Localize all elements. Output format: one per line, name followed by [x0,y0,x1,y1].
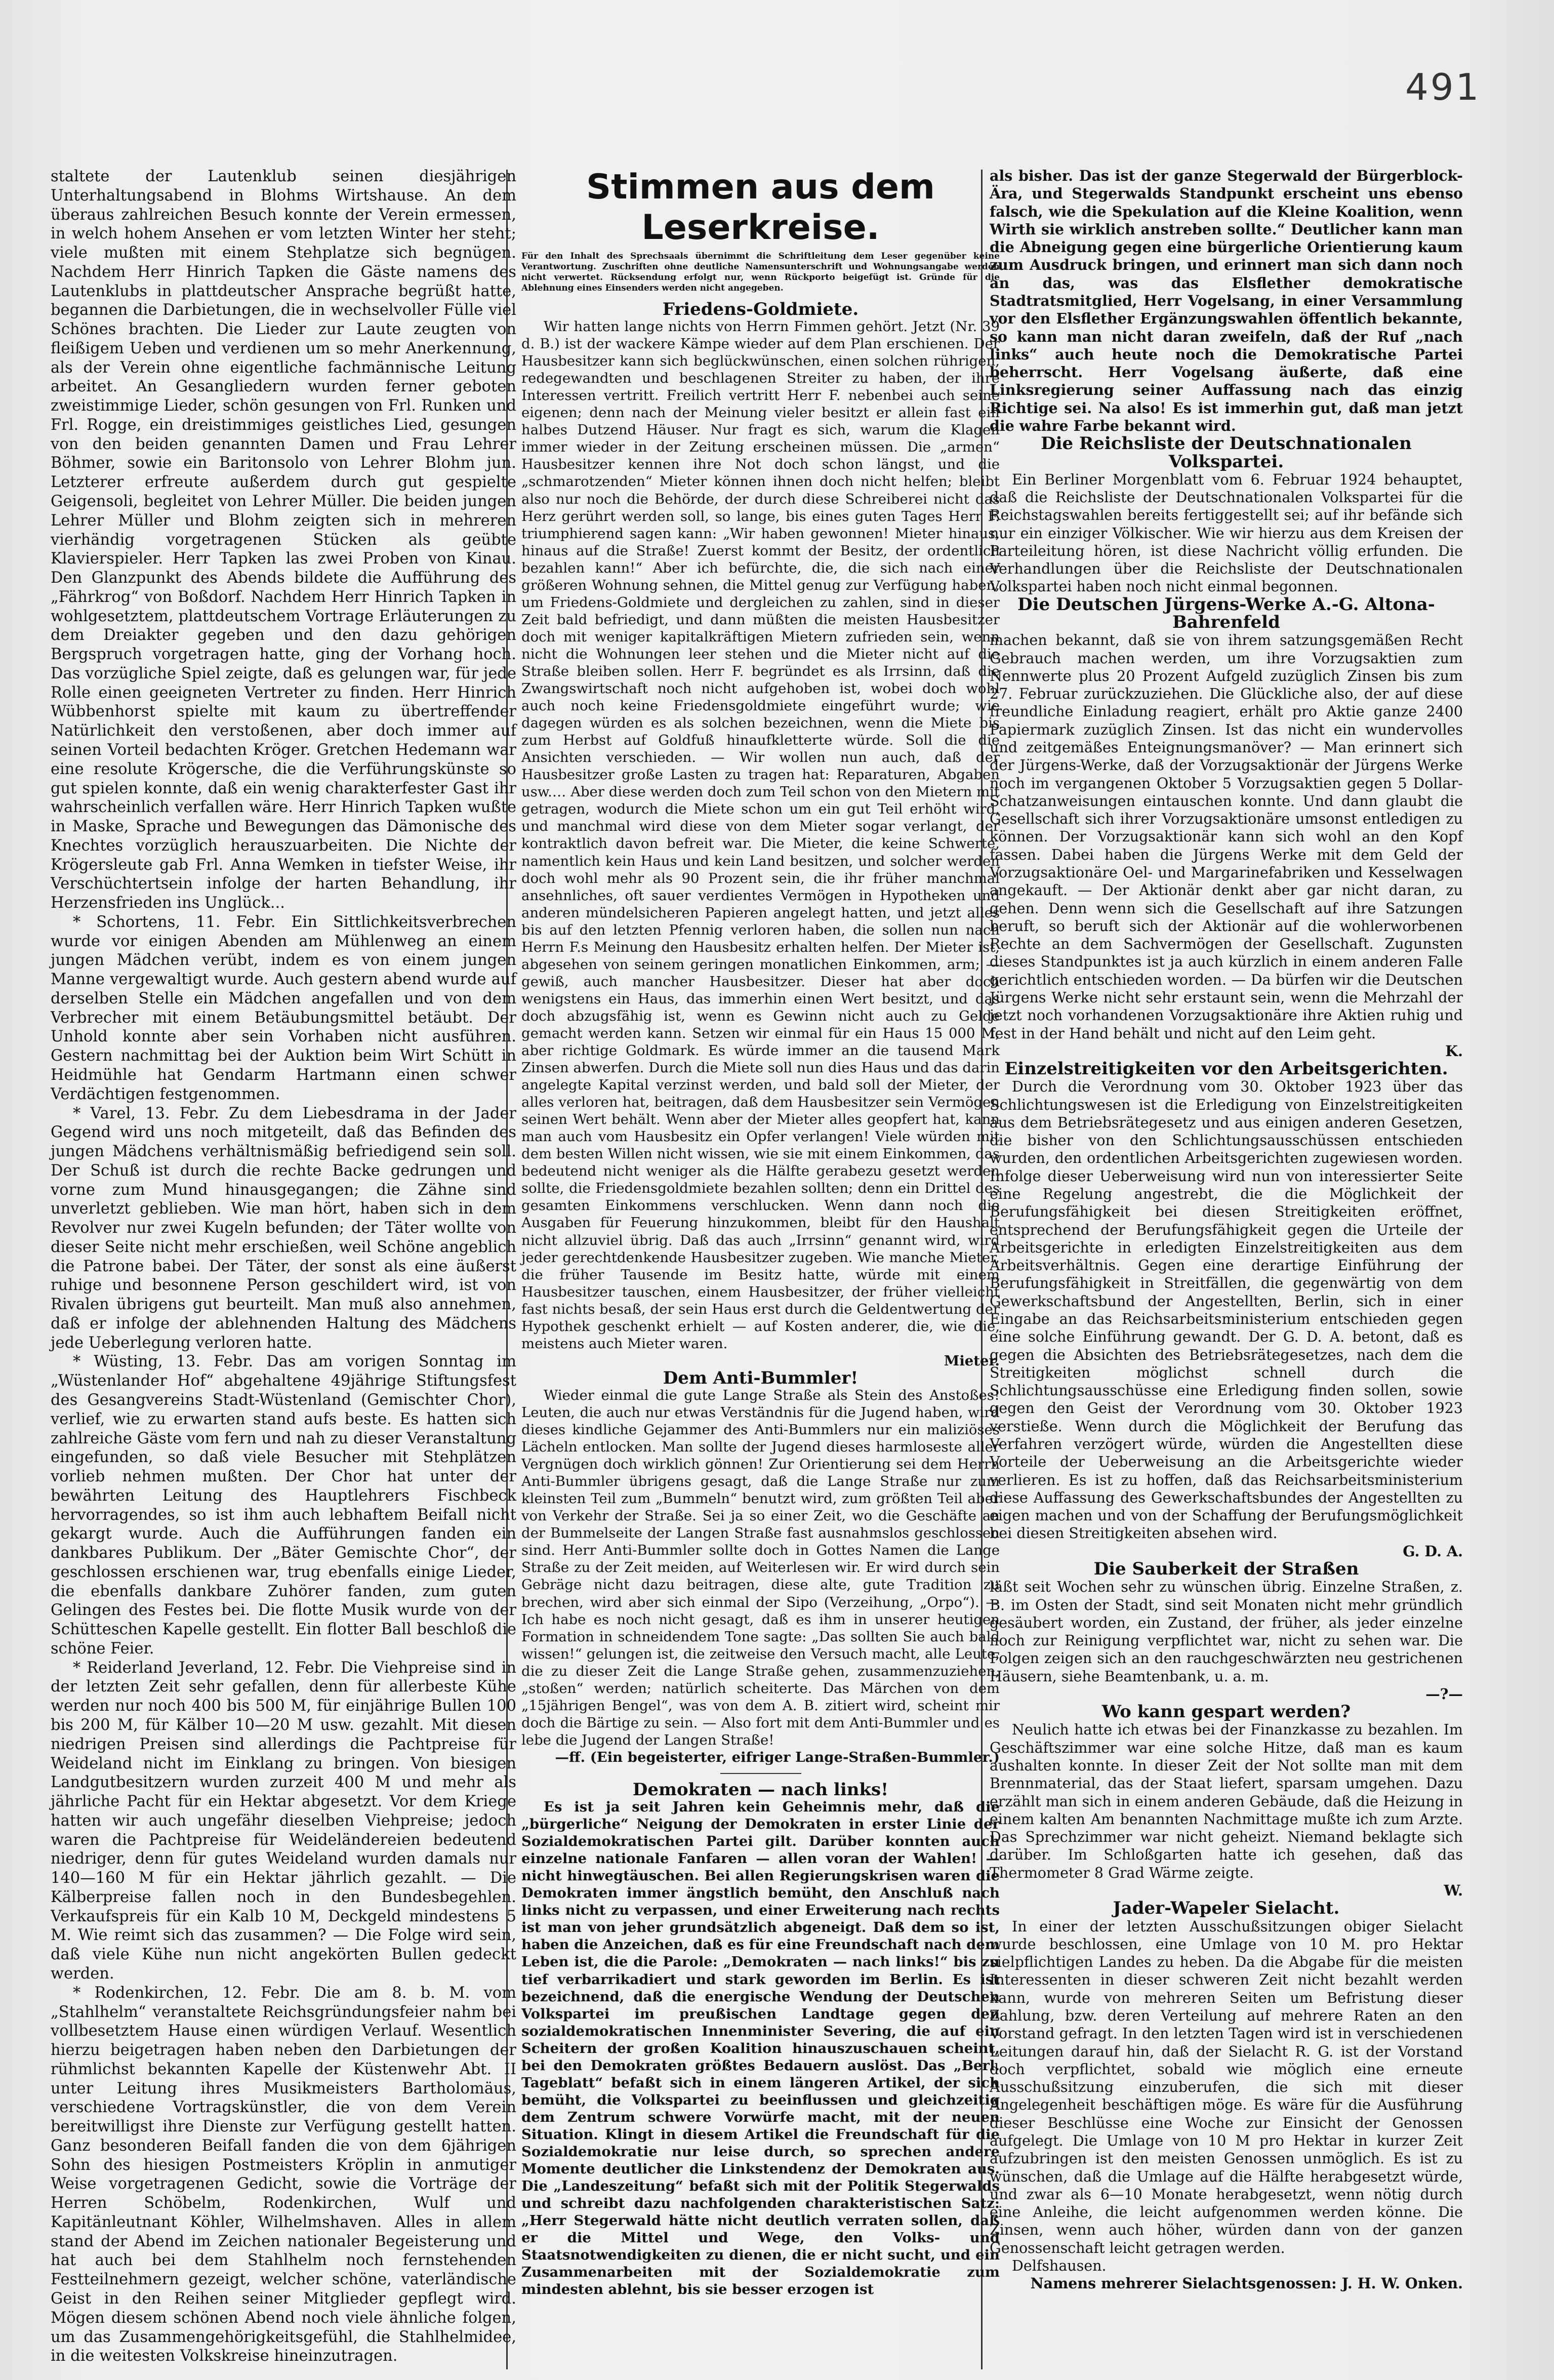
heading-sauberkeit: Die Sauberkeit der Straßen [1093,1558,1359,1579]
letter-sielacht: In einer der letzten Ausschußsitzungen obiger Sielacht wurde beschlossen, eine Umlage von 10 M. pro Hektar sielpflichtigen Landes zu heben. Da die Abgabe für die meisten Interessenten in dieser schweren Zeit nicht bezahlt werden kann, wurde von mehreren Seiten um Befristung dieser Zahlung, bzw. deren Verteilung auf mehrere Raten an den Vorstand gefragt. In den letzten Tagen wird ist in verschiedenen Leitungen darauf hin, daß der Sielacht R. G. ist der Vorstand doch verpflichtet, sobald wie möglich eine erneute Ausschußsitzung einzuberufen, die sich mit dieser Angelegenheit beschäftigen möge. Es wäre für die Ausführung dieser Beschlüsse eine Woche zur Einsicht der Genossen aufgelegt. Die Umlage von 10 M pro Hektar in kurzer Zeit aufzubringen ist den meisten Genossen unmöglich. Es ist zu wünschen, daß die Umlage auf die Hälfte herabgesetzt würde, und zwar als 6—10 Monate herabgesetzt, wenn nötig durch eine Anleihe, die leicht aufgenommen werden könne. Die Zinsen, wenn auch höher, würden dann von der ganzen Genossenschaft leicht getragen werden. [990,1918,1463,2256]
page-number: 491 [1405,66,1481,108]
heading-sielacht: Jader-Wapeler Sielacht. [1113,1898,1340,1919]
heading-friedens-goldmiete: Friedens-Goldmiete. [662,299,859,319]
heading-einzelstreitigkeiten: Einzelstreitigkeiten vor den Arbeitsgerichten. [1004,1059,1448,1079]
letter-juergens-werke: machen bekannt, daß sie von ihrem satzungsgemäßen Recht Gebrauch machen werden, um ihre Vorzugsaktien zum Nennwerte plus 20 Prozent Aufgeld zuzüglich Zinsen bis zum 27. Februar zurückzuziehen. Die Glückliche also, der auf diese freundliche Einladung reagiert, erhält pro Aktie ganze 2400 Papiermark zuzüglich Zinsen. Ist das nicht ein wundervolles und zeitgemäßes Enteignungsmanöver? — Man erinnert sich der Jürgens-Werke, daß der Vorzugsaktionär der Jürgens Werke noch im vergangenen Oktober 5 Vorzugsaktien gegen 5 Dollar-Schatzanweisungen eintauschen konnte. Und dann glaubt die Gesellschaft sich ihrer Vorzugsaktionäre umsonst entledigen zu können. Der Vorzugsaktionär kann sich wohl an den Kopf fassen. Dabei haben die Jürgens Werke mit dem Geld der Vorzugsaktionäre Oel- und Margarinefabriken und Kesselwagen angekauft. — Der Aktionär denkt aber gar nicht daran, zu gehen. Denn wenn sich die Gesellschaft auf ihre Satzungen beruft, so beruft sich der Aktionär auf die wohlerworbenen Rechte an dem Sachvermögen der Gesellschaft. Zugunsten dieses Standpunktes ist ja auch kürzlich in einem anderen Falle gerichtlich entschieden worden. — Da bürfen wir die Deutschen Jürgens Werke nicht sehr erstaunt sein, wenn die Mehrzahl der jetzt noch vorhandenen Vorzugsaktionäre ihre Aktien ruhig und fest in der Hand behält und nicht auf den Leim geht. [990,632,1463,1042]
letter-einzelstreitigkeiten: Durch die Verordnung vom 30. Oktober 1923 über das Schlichtungswesen ist die Erledigung von Einzelstreitigkeiten aus dem Betriebsrätegesetz und aus einigen anderen Gesetzen, die bisher von den Schlichtungsausschüssen entschieden wurden, den ordentlichen Arbeitsgerichten zugewiesen worden. Infolge dieser Ueberweisung wird nun von interessierter Seite eine Regelung angestrebt, die die Möglichkeit der Berufungsfähigkeit bei diesen Streitigkeiten eröffnet, entsprechend der Berufungsfähigkeit gegen die Urteile der Arbeitsgerichte in erledigten Einzelstreitigkeiten aus dem Arbeitsverhältnis. Gegen eine derartige Einführung der Berufungsfähigkeit in Streitfällen, die gegenwärtig von dem Gewerkschaftsbund der Angestellten, Berlin, sich in einer Eingabe an das Reichsarbeitsministerium entschieden gegen eine solche Einführung gewandt. Der G. D. A. betont, daß es gegen die Absichten des Betriebsrätegesetzes, nach dem die Streitigkeiten möglichst schnell durch die Schlichtungsausschüsse eine Erledigung finden sollen, sowie gegen den Geist der Verordnung vom 30. Oktober 1923 verstieße. Wenn durch die Möglichkeit der Berufung das Verfahren verzögert würde, würden die Angestellten diese Vorteile der Ueberweisung an die Arbeitsgerichte wieder verlieren. Es ist zu hoffen, daß das Reichsarbeitsministerium diese Auffassung des Gewerkschaftsbundes der Angestellten zu eigen machen und von der Schaffung der Berufungsmöglichkeit bei diesen Streitigkeiten absehen wird. [990,1078,1463,1542]
article-lautenklub: staltete der Lautenklub seinen diesjährigen Unterhaltungsabend in Blohms Wirtshause. An dem überaus zahlreichen Besuch konnte der Verein ermessen, in welch hohem Ansehen er vom letzten Winter her steht; viele mußten mit einem Stehplatze sich begnügen. Nachdem Herr Hinrich Tapken die Gäste namens des Lautenklubs in plattdeutscher Ansprache begrüßt hatte, begannen die Darbietungen, die in wechselvoller Fülle viel Schönes brachten. Die Lieder zur Laute zeugten von fleißigem Ueben und verdienen um so mehr Anerkennung, als der Verein ohne eigentliche fachmännische Leitung arbeitet. An Gesangliedern wurden ferner geboten zweistimmige Lieder, schön gesungen von Frl. Runken und Frl. Rogge, ein dreistimmiges geistliches Lied, gesungen von den beiden genannten Damen und Frau Lehrer Böhmer, sowie ein Baritonsolo von Lehrer Blohm jun. Letzterer erfreute außerdem durch gut gespielte Geigensoli, begleitet von Lehrer Müller. Die beiden jungen Lehrer Müller und Blohm zeigten sich in mehreren vierhändig vorgetragenen Stücken als geübte Klavierspieler. Herr Tapken las zwei Proben von Kinau. Den Glanzpunkt des Abends bildete die Aufführung des „Fährkrog“ von Boßdorf. Nachdem Herr Hinrich Tapken in wohlgesetztem, plattdeutschem Vortrage Erläuterungen zu dem Dreiakter gegeben und den dazu gehörigen Bergspruch vorgetragen hatte, ging der Vorhang hoch. Das vorzügliche Spiel zeigte, daß es gelungen war, für jede Rolle einen geeigneten Vertreter zu finden. Herr Hinrich Wübbenhorst spielte mit kaum zu übertreffender Natürlichkeit den verstoßenen, aber doch immer auf seinen Vorteil bedachten Kröger. Gretchen Hedemann war eine resolute Krögersche, die die Verführungskünste so gut spielen konnte, daß ein wenig charakterfester Gast ihr wahrscheinlich verfallen wäre. Herr Hinrich Tapken wußte in Maske, Sprache und Bewegungen das Dämonische des Knechtes vorzüglich herauszuarbeiten. Die Nichte der Krögersleute gab Frl. Anna Wemken in tiefster Weise, ihr Verschüchtertsein infolge der harten Behandlung, ihr Herzensfrieden ins Unglück... [51,168,516,912]
signature-bummler: —ff. (Ein begeisterter, eifriger Lange-Straßen-Bummler.) [555,1749,1000,1765]
place-delfshausen: Delfshausen. [1012,2257,1107,2274]
article-varel: * Varel, 13. Febr. Zu dem Liebesdrama in der Jader Gegend wird uns noch mitgeteilt, daß das Befinden des jungen Mädchens verhältnismäßig befriedigend sein soll. Der Schuß ist durch die rechte Backe gedrungen und vorne zum Mund hinausgegangen; die Zähne sind unverletzt geblieben. Wie man hört, haben sich in dem Revolver nur zwei Kugeln befunden; der Täter wollte von dieser Seite nicht mehr erschießen, weil Schöne angeblich die Patrone babei. Der Täter, der sonst als eine äußerst ruhige und besonnene Person geschildert wird, ist von Rivalen übrigens gut beurteilt. Man muß also annehmen, daß er infolge der ablehnenden Haltung des Mädchens jede Ueberlegung verloren hatte. [51,1104,516,1352]
article-wuesting: * Wüsting, 13. Febr. Das am vorigen Sonntag im „Wüstenlander Hof“ abgehaltene 49jährige Stiftungsfest des Gesangvereins Stadt-Wüstenland (Gemischter Chor), verlief, wie zu erwarten stand aufs beste. Es hatten sich zahlreiche Gäste vom fern und nah zu dieser Veranstaltung eingefunden, so daß viele Besucher mit Stehplätzen vorlieb nehmen mußten. Der Chor hat unter der bewährten Leitung des Hauptlehrers Fischbeck hervorragendes, so ist ihm auch lebhaftem Beifall nicht gekargt wurde. Auch die Aufführungen fanden ein dankbares Publikum. Der „Bäter Gemischte Chor“, der geschlossen erschienen war, trug ebenfalls einige Lieder, die ebenfalls dankbare Zuhörer fanden, zum guten Gelingen des Festes bei. Die flotte Musik wurde von der Schütteschen Kapelle gestellt. Ein flotter Ball beschloß die schöne Feier. [51,1353,516,1658]
letter-demokraten: Es ist ja seit Jahren kein Geheimnis mehr, daß die „bürgerliche“ Neigung der Demokraten in erster Linie der Sozialdemokratischen Partei gilt. Darüber konnten auch einzelne nationale Fanfaren — allen voran der Wahlen! — nicht hinwegtäuschen. Bei allen Regierungskrisen waren die Demokraten immer ängstlich bemüht, den Anschluß nach links nicht zu verpassen, und einer Erweiterung nach rechts ist man von jeher grundsätzlich abgeneigt. Daß dem so ist, haben die Anzeichen, daß es für eine Freundschaft nach dem Leben ist, die die Parole: „Demokraten — nach links!“ bis zu tief verbarrikadiert und stark geworden im Berlin. Es ist bezeichnend, daß die energische Wendung der Deutschen Volkspartei im preußischen Landtage gegen den sozialdemokratischen Innenminister Severing, die auf ein Scheitern der großen Koalition hinauszuschauen scheint, bei den Demokraten größtes Bedauern auslöst. Das „Berl. Tageblatt“ befaßt sich in einem längeren Artikel, der sich bemüht, die Volkspartei zu beeinflussen und gleichzeitig dem Zentrum schwere Vorwürfe macht, mit der neuen Situation. Klingt in diesem Artikel die Freundschaft für die Sozialdemokratie nur leise durch, so sprechen andere Momente deutlicher die Linkstendenz der Demokraten aus. Die „Landeszeitung“ befaßt sich mit der Politik Stegerwalds und schreibt dazu nachfolgenden charakteristischen Satz: „Herr Stegerwald hätte nicht deutlich verraten sollen, daß er die Mittel und Wege, den Volks- und Staatsnotwendigkeiten zu dienen, die er nicht sucht, und ein Zusammenarbeiten mit der Sozialdemokratie zum mindesten ablehnt, bis sie besser erzogen ist [521,1799,1000,2298]
column-1 [51,167,516,2366]
letter-sauberkeit: läßt seit Wochen sehr zu wünschen übrig. Einzelne Straßen, z. B. im Osten der Stadt, sind seit Monaten nicht mehr gründlich gesäubert worden, ein Zustand, der früher, als jeder einzelne noch zur Reinigung verpflichtet war, nicht zu sehen war. Die Folgen zeigen sich an den rauchgeschwärzten neu gestrichenen Häusern, siehe Beamtenbank, u. a. m. [990,1579,1463,1685]
letter-reichsliste: Ein Berliner Morgenblatt vom 6. Februar 1924 behauptet, daß die Reichsliste der Deutschnationalen Volkspartei für die Reichstagswahlen bereits fertiggestellt sei; auf ihr befände sich nur ein einziger Völkischer. Wie wir hierzu aus dem Kreisen der Parteileitung hören, ist diese Nachricht völlig erfunden. Die Verhandlungen über die Reichsliste der Deutschnationalen Volkspartei haben noch nicht einmal begonnen. [990,471,1463,595]
heading-reichsliste: Die Reichsliste der Deutschnationalen Volkspartei. [1041,433,1412,472]
column-3 [990,167,1463,2292]
signature-onken: Namens mehrerer Sielachtsgenossen: J. H. W. Onken. [1030,2275,1463,2292]
letter-demokraten-continued: als bisher. Das ist der ganze Stegerwald der Bürgerblock-Ära, und Stegerwalds Standpunkt erscheint uns ebenso falsch, wie die Spekulation auf die Kleine Koalition, wenn Wirth sie wirklich anstreben sollte.“ Deutlicher kann man die Abneigung gegen eine bürgerliche Orientierung kaum zum Ausdruck bringen, und erinnert man sich dann noch an das, was das Elsflether demokratische Stadtratsmitglied, Herr Vogelsang, in einer Versammlung vor den Elsflether Ergänzungswahlen öffentlich bekannte, so kann man nicht daran zweifeln, daß der Ruf „nach links“ auch heute noch die Demokratische Partei beherrscht. Herr Vogelsang äußerte, daß eine Linksregierung seiner Auffassung nach das einzig Richtige sei. Na also! Es ist immerhin gut, daß man jetzt die wahre Farbe bekannt wird. [990,167,1463,434]
column-2 [521,167,1000,2298]
letter-goldmiete: Wir hatten lange nichts von Herrn Fimmen gehört. Jetzt (Nr. 39 d. B.) ist der wackere Kämpe wieder auf dem Plan erschienen. Der Hausbesitzer kann sich beglückwünschen, einen solchen rührigen, redegewandten und beschlagenen Streiter zu haben, der ihre Interessen vertritt. Freilich vertritt Herr F. nebenbei auch seine eigenen; denn nach der Meinung vieler besitzt er allein fast ein halbes Dutzend Häuser. Nur fragt es sich, warum die Klagen immer wieder in der Zeitung erscheinen müssen. Die „armen“ Hausbesitzer kennen ihre Not doch schon längst, und die „schmarotzenden“ Mieter können ihnen doch nicht helfen; bleibt also nur noch die Behörde, der durch diese Schreiberei nicht das Herz gerührt werden soll, so lange, bis eines guten Tages Herr F. triumphierend sagen kann: „Wir haben gewonnen! Mieter hinaus, hinaus auf die Straße! Zuerst kommt der Besitz, der ordentlich bezahlen kann!“ Aber ich befürchte, die, die sich nach einer größeren Wohnung sehnen, die Mittel genug zur Verfügung haben, um Friedens-Goldmiete und dergleichen zu zahlen, sind in dieser Zeit bald befriedigt, und dann müßten die meisten Hausbesitzer doch mit weniger kapitalkräftigen Mietern zufrieden sein, wenn nicht die Wohnungen leer stehen und die Mieter nicht auf die Straße bleiben sollen. Herr F. begründet es als Irrsinn, daß die Zwangswirtschaft noch nicht aufgehoben ist, wobei doch wohl auch noch keine Friedensgoldmiete eingeführt wurde; wie dagegen würden es als solchen bezeichnen, wenn die Miete bis zum Herbst auf Goldfuß hinaufkletterte würde. Soll die die Ansichten verschieden. — Wir wollen nun auch, daß der Hausbesitzer große Lasten zu tragen hat: Reparaturen, Abgaben usw.… Aber diese werden doch zum Teil schon von den Mietern mit getragen, wodurch die Miete schon um ein gut Teil erhöht wird, und manchmal wird diese von dem Mieter sogar verlangt, der kontraktlich davon befreit war. Die Mieter, die keine Schwerte, namentlich kein Haus und kein Land besitzen, und solcher werden doch wohl mehr als 90 Prozent sein, die ihr früher manchmal ansehnliches, oft sauer verdientes Vermögen in Hypotheken und anderen mündelsicheren Papieren angelegt hatten, und jetzt alles bis auf den letzten Pfennig verloren haben, die sollen nun nach Herrn F.s Meinung den Hausbesitz erhalten helfen. Der Mieter ist, abgesehen von seinem geringen monatlichen Einkommen, arm; — gewiß, auch mancher Hausbesitzer. Dieser hat aber doch wenigstens ein Haus, das immerhin einen Wert besitzt, und das doch abzugsfähig ist, wenn es Gewinn nicht auch zu Gelde gemacht werden kann. Setzen wir einmal für ein Haus 15 000 M, aber richtige Goldmark. Es würde immer an die tausend Mark Zinsen abwerfen. Durch die Miete soll nun dies Haus und das darin angelegte Kapital verzinst werden, und bald soll der Mieter, der alles verloren hat, beitragen, daß dem Hausbesitzer sein Vermögen seinen Wert behält. Wenn aber der Mieter alles geopfert hat, kann man auch vom Hausbesitz ein Opfer verlangen! Viele würden mit dem besten Willen nicht wissen, wie sie mit einem Einkommen, das bedeutend nicht weniger als die Hälfte gerabezu gesetzt werden sollte, die Friedensgoldmiete bezahlen sollten; denn ein Drittel des gesamten Einkommens verschlucken. Wenn dann noch die Ausgaben für Feuerung hinzukommen, bleibt für den Haushalt nicht allzuviel übrig. Daß das auch „Irrsinn“ genannt wird, wird jeder gerechtdenkende Hausbesitzer zugeben. Wie manche Mieter, die früher Tausende im Besitz hatte, würde mit einem Hausbesitzer tauschen, einem Hausbesitzer, der früher vielleicht fast nichts besaß, der sein Haus erst durch die Geldentwertung der Hypothek geschenkt erhielt — auf Kosten anderer, die, wie die, meistens auch Mieter waren. [521,318,1000,1352]
signature-question: —?— [1425,1685,1463,1703]
heading-anti-bummler: Dem Anti-Bummler! [663,1367,858,1388]
section-disclaimer: Für den Inhalt des Sprechsaals übernimmt die Schriftleitung dem Leser gegenüber keine Verantwortung. Zuschriften ohne deutliche Namensunterschrift und Wohnungsangabe werden nicht verwertet. Rücksendung erfolgt nur, wenn Rückporto beigefügt ist. Gründe für die Ablehnung eines Einsenders werden nicht angegeben. [521,251,1000,293]
heading-demokraten: Demokraten — nach links! [632,1779,889,1800]
signature-mieter: Mieter. [944,1352,1000,1369]
article-jeverland: * Reiderland Jeverland, 12. Febr. Die Viehpreise sind in der letzten Zeit sehr gefallen, denn für allerbeste Kühe werden nur noch 400 bis 500 M, für einjährige Bullen 100 bis 200 M, für Kälber 10—20 M usw. gezahlt. Mit diesen niedrigen Preisen sind allerdings die Pachtpreise für Weideland nicht im Einklang zu bringen. Von biesigen Landgutbesitzern wurden zurzeit 400 M und mehr als jährliche Pacht für ein Hektar abgesetzt. Vor dem Kriege hatten wir auch ungefähr dieselben Viehpreise; jedoch waren die Pachtpreise für Weideländereien bedeutend niedriger, denn für gutes Weideland wurden damals nur 140—160 M für ein Hektar jährlich gezahlt. — Die Kälberpreise fallen noch in den Bundesbegehlen. Verkaufspreis für ein Kalb 10 M, Deckgeld mindestens 5 M. Wie reimt sich das zusammen? — Die Folge wird sein, daß viele Kühe nun nicht angekörten Bullen gedeckt werden. [51,1659,516,1983]
divider [720,1773,801,1774]
heading-juergens-werke: Die Deutschen Jürgens-Werke A.-G. Altona-Bahrenfeld [1017,594,1435,633]
signature-w: W. [1444,1882,1463,1899]
signature-gda: G. D. A. [1403,1542,1463,1560]
letter-anti-bummler: Wieder einmal die gute Lange Straße als Stein des Anstoßes! Leuten, die auch nur etwas Verständnis für die Jugend haben, wird dieses kindliche Gejammer des Anti-Bummlers nur ein maliziöses Lächeln entlocken. Man sollte der Jugend dieses harmloseste aller Vergnügen doch wirklich gönnen! Zur Orientierung sei dem Herrn Anti-Bummler übrigens gesagt, daß die Lange Straße nur zum kleinsten Teil zum „Bummeln“ benutzt wird, zum größten Teil aber von Verkehr der Straße. Sei ja so einer Zeit, wo die Geschäfte an der Bummelseite der Langen Straße fast ausnahmslos geschlossen sind. Herr Anti-Bummler sollte doch in Gottes Namen die Lange Straße zu der Zeit meiden, auf Weiterlesen wir. Er wird durch sein Gebräge nicht dazu beitragen, diese alte, gute Tradition zu brechen, wird aber sich einmal der Sipo (Verzeihung, „Orpo“). — Ich habe es noch nicht gesagt, daß es ihm in unserer heutigen Formation in schneidendem Tone sagte: „Das sollten Sie auch bald wissen!“ gelungen ist, die zeitweise den Versuch macht, alle Leute, die zu dieser Zeit die Lange Straße gehen, zusammenzuziehen, „stoßen“ werden; natürlich scheiterte. Das Märchen von dem „15jährigen Bengel“, was von dem A. B. zitiert wird, scheint mir doch die Bärtige zu sein. — Also fort mit dem Anti-Bummler und es lebe die Jugend der Langen Straße! [521,1387,1000,1748]
article-schortens: * Schortens, 11. Febr. Ein Sittlichkeitsverbrechen wurde vor einigen Abenden am Mühlenweg an einem jungen Mädchen verübt, indem es von einem jungen Manne vergewaltigt wurde. Auch gestern abend wurde auf derselben Stelle ein Mädchen angefallen und von dem Verbrecher mit einem Betäubungsmittel betäubt. Der Unhold konnte aber sein Vorhaben nicht ausführen. Gestern nachmittag bei der Auktion beim Wirt Schütt in Heidmühle hat Gendarm Hartmann einen schwer Verdächtigen festgenommen. [51,913,516,1103]
article-rodenkirchen: * Rodenkirchen, 12. Febr. Die am 8. b. M. vom „Stahlhelm“ veranstaltete Reichsgründungsfeier nahm bei vollbesetztem Hause einen würdigen Verlauf. Wesentlich hierzu beigetragen haben neben den Darbietungen der rühmlichst bekannten Kapelle der Küstenwehr Abt. II unter Leitung ihres Musikmeisters Bartholomäus, verschiedene Vortragskünstler, die von dem Verein bereitwilligst ihre Dienste zur Verfügung gestellt hatten. Ganz besonderen Beifall fanden die von dem 6jährigen Sohn des hiesigen Postmeisters Kröplin in anmutiger Weise vorgetragenen Gedicht, sowie die Vorträge der Herren Schöbelm, Rodenkirchen, Wulf und Kapitänleutnant Köhler, Wilhelmshaven. Alles in allem stand der Abend im Zeichen nationaler Begeisterung und hat auch bei dem Stahlhelm noch fernstehenden Festteilnehmern gezeigt, welcher schöne, vaterländische Geist in den Reihen seiner Mitglieder gepflegt wird. Mögen diesem schönen Abend noch viele ähnliche folgen, um das Zusammengehörigkeitsgefühl, die Stahlhelmidee, in die weitesten Volkskreise hineinzutragen. [51,1984,516,2365]
heading-gespart: Wo kann gespart werden? [1101,1702,1351,1722]
section-title: Stimmen aus dem Leserkreise. [586,167,935,248]
signature-k: K. [1445,1042,1463,1060]
letter-gespart: Neulich hatte ich etwas bei der Finanzkasse zu bezahlen. Im Geschäftszimmer war eine solche Hitze, daß man es kaum aushalten konnte. In dieser Zeit der Not sollte man mit dem Brennmaterial, das der Staat liefert, sparsam umgehen. Dazu erzählt man sich in einem anderen Gebäude, daß die Heizung in einem kalten Am benannten Nachmittage mußte ich zum Arzte. Das Sprechzimmer war nicht geheizt. Niemand beklagte sich darüber. Im Schloßgarten hatte ich gesehen, daß das Thermometer 8 Grad Wärme zeigte. [990,1721,1463,1881]
